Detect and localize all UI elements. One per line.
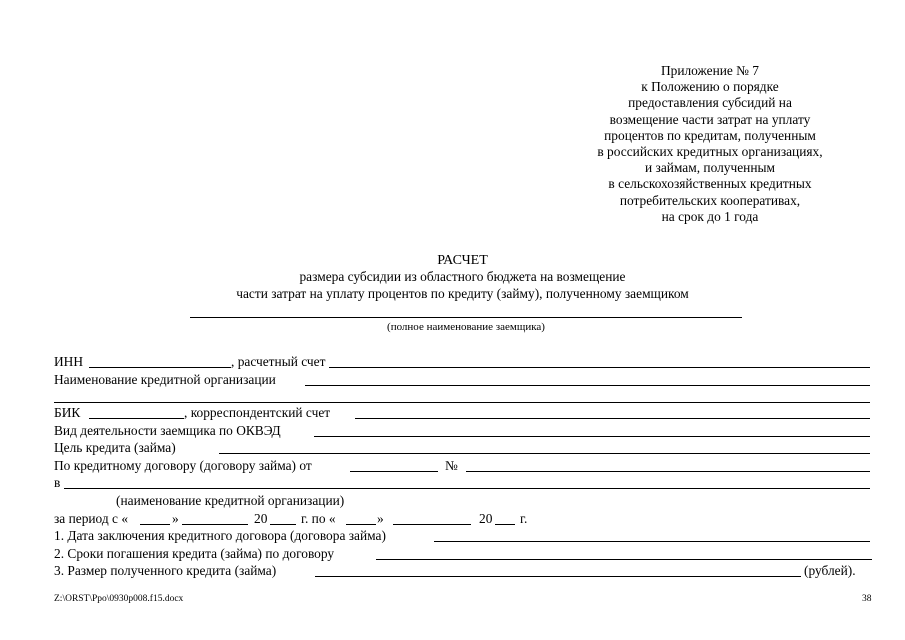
quote-close: » xyxy=(172,511,179,526)
appendix-line: к Положению о порядке xyxy=(641,79,779,95)
bik-field[interactable] xyxy=(89,418,184,419)
appendix-line: Приложение № 7 xyxy=(660,63,760,78)
inn-label: ИНН xyxy=(54,354,84,369)
period-to-day-field[interactable] xyxy=(346,524,376,525)
purpose-label: Цель кредита (займа) xyxy=(54,440,176,455)
corr-account-label: , корреспондентский счет xyxy=(184,405,331,420)
footer-file-path: Z:\ORST\Ppo\0930p008.f15.docx xyxy=(54,594,184,604)
document-subtitle-line1: размера субсидии из областного бюджета на возмещение xyxy=(299,269,626,284)
bank-name-label: Наименование кредитной организации xyxy=(54,372,276,387)
borrower-name-caption: (полное наименование заемщика) xyxy=(387,321,545,333)
period-to-label: г. по « xyxy=(301,511,336,526)
item2-label: 2. Сроки погашения кредита (займа) по договору xyxy=(54,546,335,561)
item1-label: 1. Дата заключения кредитного договора (договора займа) xyxy=(54,528,386,543)
period-to-year-field[interactable] xyxy=(495,524,515,525)
bank-name-continuation[interactable] xyxy=(54,402,870,403)
okved-field[interactable] xyxy=(314,436,870,437)
rubles-label: (рублей). xyxy=(804,563,856,578)
document-title: РАСЧЕТ xyxy=(437,253,488,268)
period-to-month-field[interactable] xyxy=(393,524,471,525)
contract-date-field[interactable] xyxy=(350,471,438,472)
bik-label: БИК xyxy=(54,405,81,420)
contract-label: По кредитному договору (договору займа) от xyxy=(54,458,312,473)
year-suffix: г. xyxy=(520,511,528,526)
appendix-line: и займам, полученным xyxy=(645,160,775,176)
period-from-label: за период с « xyxy=(54,511,129,526)
in-label: в xyxy=(54,475,61,490)
period-from-month-field[interactable] xyxy=(182,524,248,525)
bank-caption: (наименование кредитной организации) xyxy=(116,493,345,508)
account-label: , расчетный счет xyxy=(231,354,326,369)
document-subtitle-line2: части затрат на уплату процентов по кредиту (займу), полученному заемщиком xyxy=(236,286,689,301)
item2-field[interactable] xyxy=(376,559,872,560)
appendix-line: предоставления субсидий на xyxy=(628,95,792,111)
inn-field[interactable] xyxy=(89,367,231,368)
page-number: 38 xyxy=(862,594,872,604)
okved-label: Вид деятельности заемщика по ОКВЭД xyxy=(54,423,281,438)
account-field[interactable] xyxy=(329,367,870,368)
period-from-day-field[interactable] xyxy=(140,524,170,525)
year-prefix: 20 xyxy=(479,511,493,526)
appendix-line: на срок до 1 года xyxy=(661,208,759,224)
purpose-field[interactable] xyxy=(219,453,870,454)
appendix-line: процентов по кредитам, полученным xyxy=(604,127,816,143)
year-prefix: 20 xyxy=(254,511,268,526)
item1-field[interactable] xyxy=(434,541,870,542)
appendix-line: в сельскохозяйственных кредитных xyxy=(608,176,812,192)
appendix-line: возмещение части затрат на уплату xyxy=(609,111,811,127)
quote-close: » xyxy=(377,511,384,526)
appendix-header xyxy=(560,63,860,225)
item3-label: 3. Размер полученного кредита (займа) xyxy=(54,563,277,578)
bank-name-field[interactable] xyxy=(305,385,870,386)
item3-field[interactable] xyxy=(315,576,801,577)
appendix-line: в российских кредитных организациях, xyxy=(597,144,823,160)
in-bank-field[interactable] xyxy=(64,488,870,489)
borrower-name-line[interactable] xyxy=(190,317,742,318)
contract-number-field[interactable] xyxy=(466,471,870,472)
corr-account-field[interactable] xyxy=(355,418,870,419)
appendix-line: потребительских кооперативах, xyxy=(619,192,801,208)
number-sign: № xyxy=(445,458,458,473)
period-from-year-field[interactable] xyxy=(270,524,296,525)
